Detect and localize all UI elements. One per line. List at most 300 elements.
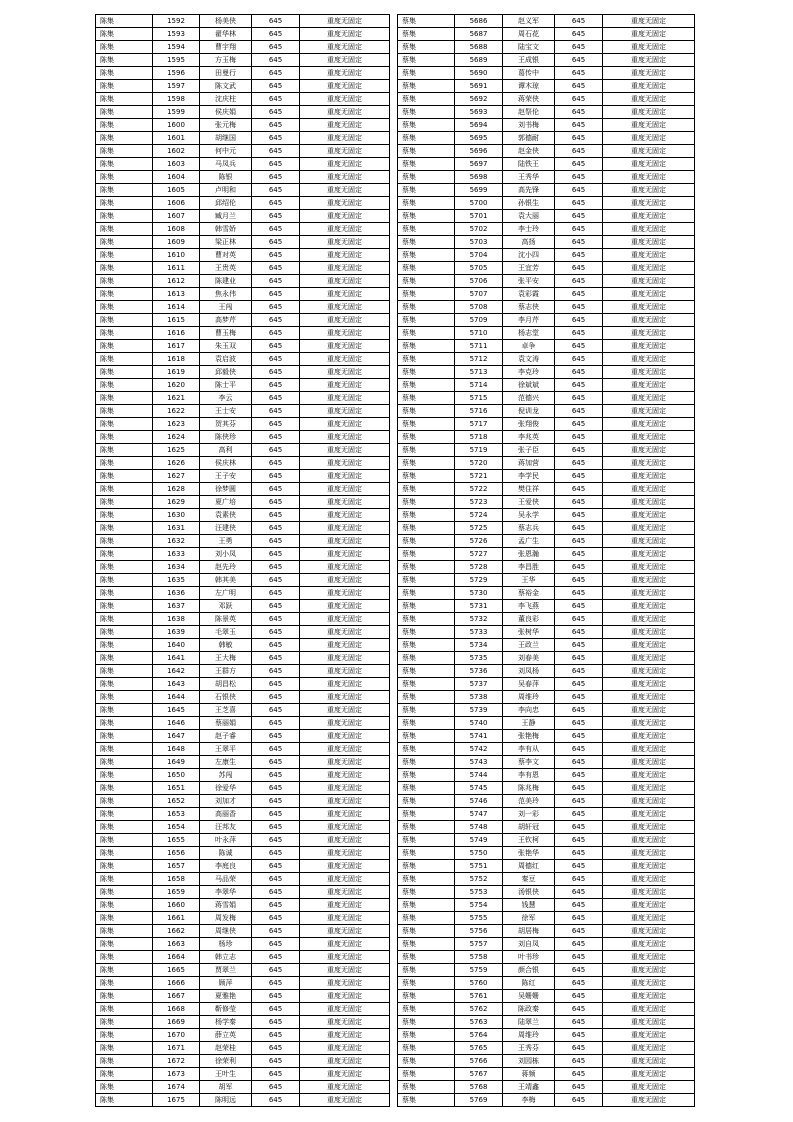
id-cell: 5708: [455, 301, 503, 314]
name-cell: 刘园栋: [503, 1055, 555, 1068]
category-cell: 重度无固定: [603, 353, 695, 366]
region-cell: 陈集: [96, 808, 153, 821]
amount-cell: 645: [555, 847, 603, 860]
category-cell: 重度无固定: [300, 743, 390, 756]
table-row: [96, 106, 390, 119]
amount-cell: 645: [252, 171, 300, 184]
amount-cell: 645: [555, 249, 603, 262]
name-cell: 曹玉梅: [200, 327, 252, 340]
id-cell: 5698: [455, 171, 503, 184]
amount-cell: 645: [252, 1081, 300, 1094]
region-cell: 蔡集: [398, 743, 455, 756]
name-cell: 郭德耐: [503, 132, 555, 145]
region-cell: 蔡集: [398, 158, 455, 171]
id-cell: 1674: [153, 1081, 200, 1094]
name-cell: 胡继国: [200, 132, 252, 145]
id-cell: 5741: [455, 730, 503, 743]
amount-cell: 645: [555, 379, 603, 392]
category-cell: 重度无固定: [603, 275, 695, 288]
category-cell: 重度无固定: [300, 626, 390, 639]
region-cell: 蔡集: [398, 847, 455, 860]
amount-cell: 645: [252, 288, 300, 301]
category-cell: 重度无固定: [603, 795, 695, 808]
name-cell: 李飞燕: [503, 600, 555, 613]
table-row: [398, 860, 695, 873]
region-cell: 蔡集: [398, 990, 455, 1003]
id-cell: 5706: [455, 275, 503, 288]
amount-cell: 645: [252, 574, 300, 587]
region-cell: 陈集: [96, 613, 153, 626]
region-cell: 陈集: [96, 41, 153, 54]
id-cell: 1650: [153, 769, 200, 782]
region-cell: 陈集: [96, 678, 153, 691]
region-cell: 蔡集: [398, 483, 455, 496]
region-cell: 陈集: [96, 821, 153, 834]
id-cell: 1647: [153, 730, 200, 743]
amount-cell: 645: [555, 886, 603, 899]
table-row: [398, 353, 695, 366]
table-row: [398, 639, 695, 652]
name-cell: 石银侠: [200, 691, 252, 704]
amount-cell: 645: [252, 301, 300, 314]
id-cell: 5721: [455, 470, 503, 483]
category-cell: 重度无固定: [603, 977, 695, 990]
name-cell: 杨美侠: [200, 15, 252, 28]
category-cell: 重度无固定: [300, 457, 390, 470]
category-cell: 重度无固定: [603, 392, 695, 405]
name-cell: 王士安: [200, 405, 252, 418]
category-cell: 重度无固定: [300, 886, 390, 899]
name-cell: 李庭良: [200, 860, 252, 873]
table-row: [398, 197, 695, 210]
category-cell: 重度无固定: [603, 730, 695, 743]
region-cell: 蔡集: [398, 782, 455, 795]
table-row: [96, 15, 390, 28]
region-cell: 蔡集: [398, 522, 455, 535]
table-row: [398, 691, 695, 704]
table-row: [96, 925, 390, 938]
id-cell: 1654: [153, 821, 200, 834]
table-row: [398, 301, 695, 314]
id-cell: 5751: [455, 860, 503, 873]
name-cell: 赵荣桂: [200, 1042, 252, 1055]
name-cell: 张元梅: [200, 119, 252, 132]
amount-cell: 645: [555, 535, 603, 548]
id-cell: 1668: [153, 1003, 200, 1016]
region-cell: 陈集: [96, 405, 153, 418]
category-cell: 重度无固定: [603, 665, 695, 678]
amount-cell: 645: [252, 691, 300, 704]
category-cell: 重度无固定: [300, 41, 390, 54]
amount-cell: 645: [252, 80, 300, 93]
table-row: [96, 41, 390, 54]
category-cell: 重度无固定: [603, 158, 695, 171]
category-cell: 重度无固定: [603, 119, 695, 132]
amount-cell: 645: [555, 353, 603, 366]
table-row: [398, 1029, 695, 1042]
id-cell: 5723: [455, 496, 503, 509]
region-cell: 蔡集: [398, 587, 455, 600]
table-row: [398, 67, 695, 80]
id-cell: 1610: [153, 249, 200, 262]
table-row: [96, 1042, 390, 1055]
id-cell: 5702: [455, 223, 503, 236]
id-cell: 5743: [455, 756, 503, 769]
amount-cell: 645: [252, 262, 300, 275]
id-cell: 1653: [153, 808, 200, 821]
table-row: [96, 457, 390, 470]
amount-cell: 645: [252, 158, 300, 171]
region-cell: 陈集: [96, 236, 153, 249]
table-row: [398, 795, 695, 808]
amount-cell: 645: [252, 353, 300, 366]
category-cell: 重度无固定: [300, 652, 390, 665]
table-row: [398, 54, 695, 67]
table-row: [96, 197, 390, 210]
table-row: [398, 613, 695, 626]
table-row: [96, 665, 390, 678]
category-cell: 重度无固定: [603, 509, 695, 522]
id-cell: 5688: [455, 41, 503, 54]
region-cell: 蔡集: [398, 379, 455, 392]
id-cell: 1621: [153, 392, 200, 405]
amount-cell: 645: [555, 275, 603, 288]
table-row: [96, 717, 390, 730]
table-row: [96, 119, 390, 132]
id-cell: 1638: [153, 613, 200, 626]
region-cell: 蔡集: [398, 873, 455, 886]
name-cell: 臧月兰: [200, 210, 252, 223]
region-cell: 陈集: [96, 743, 153, 756]
category-cell: 重度无固定: [300, 1016, 390, 1029]
region-cell: 陈集: [96, 1094, 153, 1107]
amount-cell: 645: [555, 1094, 603, 1107]
amount-cell: 645: [555, 743, 603, 756]
category-cell: 重度无固定: [300, 548, 390, 561]
region-cell: 陈集: [96, 899, 153, 912]
region-cell: 蔡集: [398, 535, 455, 548]
name-cell: 张翔俊: [503, 418, 555, 431]
category-cell: 重度无固定: [300, 821, 390, 834]
category-cell: 重度无固定: [300, 470, 390, 483]
id-cell: 5738: [455, 691, 503, 704]
name-cell: 卢明和: [200, 184, 252, 197]
category-cell: 重度无固定: [603, 808, 695, 821]
region-cell: 陈集: [96, 977, 153, 990]
region-cell: 蔡集: [398, 1094, 455, 1107]
region-cell: 蔡集: [398, 1068, 455, 1081]
table-row: [398, 756, 695, 769]
table-row: [96, 509, 390, 522]
name-cell: 王成银: [503, 54, 555, 67]
region-cell: 蔡集: [398, 678, 455, 691]
table-row: [96, 405, 390, 418]
id-cell: 1675: [153, 1094, 200, 1107]
id-cell: 5712: [455, 353, 503, 366]
region-cell: 蔡集: [398, 1003, 455, 1016]
region-cell: 蔡集: [398, 184, 455, 197]
table-row: [398, 327, 695, 340]
region-cell: 陈集: [96, 184, 153, 197]
category-cell: 重度无固定: [300, 210, 390, 223]
table-row: [398, 1016, 695, 1029]
amount-cell: 645: [252, 561, 300, 574]
name-cell: 张艳梅: [503, 730, 555, 743]
amount-cell: 645: [555, 132, 603, 145]
name-cell: 贾翠兰: [200, 964, 252, 977]
table-row: [96, 613, 390, 626]
category-cell: 重度无固定: [603, 639, 695, 652]
id-cell: 5718: [455, 431, 503, 444]
id-cell: 1659: [153, 886, 200, 899]
name-cell: 薛立英: [200, 1029, 252, 1042]
region-cell: 陈集: [96, 860, 153, 873]
amount-cell: 645: [555, 184, 603, 197]
table-row: [96, 886, 390, 899]
category-cell: 重度无固定: [300, 704, 390, 717]
name-cell: 马品荣: [200, 873, 252, 886]
table-row: [96, 1016, 390, 1029]
region-cell: 陈集: [96, 1003, 153, 1016]
category-cell: 重度无固定: [603, 964, 695, 977]
id-cell: 5703: [455, 236, 503, 249]
category-cell: 重度无固定: [603, 54, 695, 67]
id-cell: 5719: [455, 444, 503, 457]
name-cell: 高先锋: [503, 184, 555, 197]
table-row: [96, 678, 390, 691]
table-row: [398, 704, 695, 717]
table-row: [398, 262, 695, 275]
region-cell: 陈集: [96, 652, 153, 665]
name-cell: 蔡李文: [503, 756, 555, 769]
amount-cell: 645: [555, 301, 603, 314]
id-cell: 5709: [455, 314, 503, 327]
id-cell: 1599: [153, 106, 200, 119]
id-cell: 5742: [455, 743, 503, 756]
amount-cell: 645: [555, 678, 603, 691]
category-cell: 重度无固定: [603, 912, 695, 925]
name-cell: 朱玉双: [200, 340, 252, 353]
id-cell: 1625: [153, 444, 200, 457]
table-row: [398, 743, 695, 756]
id-cell: 5693: [455, 106, 503, 119]
category-cell: 重度无固定: [603, 678, 695, 691]
table-row: [398, 223, 695, 236]
category-cell: 重度无固定: [603, 704, 695, 717]
name-cell: 苏闯: [200, 769, 252, 782]
name-cell: 王秀华: [503, 171, 555, 184]
id-cell: 1640: [153, 639, 200, 652]
category-cell: 重度无固定: [300, 28, 390, 41]
category-cell: 重度无固定: [300, 834, 390, 847]
name-cell: 胡居梅: [503, 925, 555, 938]
id-cell: 1596: [153, 67, 200, 80]
table-row: [96, 145, 390, 158]
id-cell: 5730: [455, 587, 503, 600]
amount-cell: 645: [555, 639, 603, 652]
region-cell: 陈集: [96, 587, 153, 600]
category-cell: 重度无固定: [300, 964, 390, 977]
amount-cell: 645: [252, 678, 300, 691]
id-cell: 5727: [455, 548, 503, 561]
amount-cell: 645: [252, 860, 300, 873]
table-row: [96, 548, 390, 561]
id-cell: 5701: [455, 210, 503, 223]
region-cell: 蔡集: [398, 652, 455, 665]
table-row: [96, 262, 390, 275]
category-cell: 重度无固定: [300, 613, 390, 626]
table-row: [96, 444, 390, 457]
table-row: [96, 184, 390, 197]
id-cell: 1615: [153, 314, 200, 327]
name-cell: 刘小凤: [200, 548, 252, 561]
amount-cell: 645: [252, 1003, 300, 1016]
table-row: [96, 1068, 390, 1081]
name-cell: 蒋加营: [503, 457, 555, 470]
name-cell: 李云: [200, 392, 252, 405]
amount-cell: 645: [252, 587, 300, 600]
id-cell: 5695: [455, 132, 503, 145]
name-cell: 刘书梅: [503, 119, 555, 132]
amount-cell: 645: [252, 15, 300, 28]
name-cell: 陈景英: [200, 613, 252, 626]
region-cell: 蔡集: [398, 899, 455, 912]
category-cell: 重度无固定: [300, 730, 390, 743]
name-cell: 陈侠珍: [200, 431, 252, 444]
amount-cell: 645: [555, 28, 603, 41]
region-cell: 陈集: [96, 522, 153, 535]
name-cell: 周德红: [503, 860, 555, 873]
category-cell: 重度无固定: [300, 236, 390, 249]
name-cell: 杨志堂: [503, 327, 555, 340]
amount-cell: 645: [252, 54, 300, 67]
name-cell: 王爱侠: [503, 496, 555, 509]
amount-cell: 645: [555, 431, 603, 444]
category-cell: 重度无固定: [603, 184, 695, 197]
region-cell: 蔡集: [398, 951, 455, 964]
table-row: [96, 327, 390, 340]
id-cell: 1593: [153, 28, 200, 41]
category-cell: 重度无固定: [300, 795, 390, 808]
id-cell: 1665: [153, 964, 200, 977]
amount-cell: 645: [555, 93, 603, 106]
amount-cell: 645: [252, 444, 300, 457]
region-cell: 陈集: [96, 379, 153, 392]
amount-cell: 645: [252, 418, 300, 431]
category-cell: 重度无固定: [603, 1055, 695, 1068]
id-cell: 5767: [455, 1068, 503, 1081]
id-cell: 1637: [153, 600, 200, 613]
region-cell: 蔡集: [398, 496, 455, 509]
table-row: [398, 119, 695, 132]
category-cell: 重度无固定: [300, 145, 390, 158]
category-cell: 重度无固定: [300, 80, 390, 93]
table-row: [96, 366, 390, 379]
amount-cell: 645: [252, 717, 300, 730]
id-cell: 5690: [455, 67, 503, 80]
category-cell: 重度无固定: [300, 769, 390, 782]
amount-cell: 645: [555, 652, 603, 665]
name-cell: 王群方: [200, 665, 252, 678]
region-cell: 陈集: [96, 288, 153, 301]
id-cell: 5717: [455, 418, 503, 431]
table-row: [96, 353, 390, 366]
table-row: [398, 899, 695, 912]
table-row: [96, 821, 390, 834]
category-cell: 重度无固定: [300, 522, 390, 535]
amount-cell: 645: [555, 483, 603, 496]
name-cell: 曹宇翔: [200, 41, 252, 54]
table-row: [398, 912, 695, 925]
category-cell: 重度无固定: [603, 210, 695, 223]
amount-cell: 645: [252, 314, 300, 327]
amount-cell: 645: [555, 704, 603, 717]
table-row: [96, 483, 390, 496]
name-cell: 董良彩: [503, 613, 555, 626]
id-cell: 5699: [455, 184, 503, 197]
amount-cell: 645: [252, 405, 300, 418]
table-row: [398, 457, 695, 470]
id-cell: 1636: [153, 587, 200, 600]
amount-cell: 645: [555, 626, 603, 639]
category-cell: 重度无固定: [603, 483, 695, 496]
region-cell: 陈集: [96, 1016, 153, 1029]
region-cell: 陈集: [96, 457, 153, 470]
name-cell: 吴春萍: [503, 678, 555, 691]
name-cell: 刘一彩: [503, 808, 555, 821]
name-cell: 葛传中: [503, 67, 555, 80]
category-cell: 重度无固定: [603, 379, 695, 392]
category-cell: 重度无固定: [603, 197, 695, 210]
amount-cell: 645: [252, 743, 300, 756]
id-cell: 5748: [455, 821, 503, 834]
region-cell: 陈集: [96, 834, 153, 847]
name-cell: 周继侠: [200, 925, 252, 938]
amount-cell: 645: [252, 600, 300, 613]
region-cell: 蔡集: [398, 171, 455, 184]
category-cell: 重度无固定: [300, 288, 390, 301]
region-cell: 蔡集: [398, 223, 455, 236]
category-cell: 重度无固定: [300, 782, 390, 795]
name-cell: 刘加才: [200, 795, 252, 808]
region-cell: 蔡集: [398, 145, 455, 158]
amount-cell: 645: [555, 327, 603, 340]
name-cell: 周维玲: [503, 1029, 555, 1042]
name-cell: 徐斌斌: [503, 379, 555, 392]
category-cell: 重度无固定: [603, 431, 695, 444]
name-cell: 王静: [503, 717, 555, 730]
name-cell: 李翠华: [200, 886, 252, 899]
table-row: [398, 275, 695, 288]
name-cell: 汤银侠: [503, 886, 555, 899]
amount-cell: 645: [555, 106, 603, 119]
table-row: [398, 470, 695, 483]
name-cell: 陈兆梅: [503, 782, 555, 795]
table-row: [96, 587, 390, 600]
amount-cell: 645: [555, 756, 603, 769]
table-row: [96, 743, 390, 756]
name-cell: 李兆英: [503, 431, 555, 444]
table-row: [96, 990, 390, 1003]
category-cell: 重度无固定: [603, 535, 695, 548]
name-cell: 韩立志: [200, 951, 252, 964]
amount-cell: 645: [252, 847, 300, 860]
amount-cell: 645: [555, 834, 603, 847]
name-cell: 高梦芹: [200, 314, 252, 327]
amount-cell: 645: [252, 392, 300, 405]
name-cell: 侯庆林: [200, 457, 252, 470]
id-cell: 5746: [455, 795, 503, 808]
